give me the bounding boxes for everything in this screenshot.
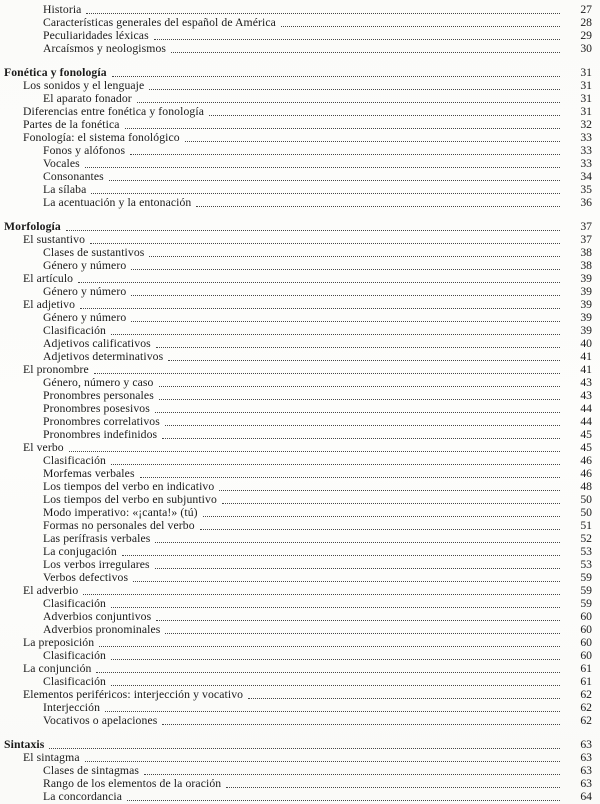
toc-entry — [0, 506, 592, 519]
toc-entry-page: 45 — [580, 441, 592, 454]
toc-entry — [0, 389, 592, 402]
dot-leader — [94, 373, 560, 374]
toc-group-morfologia — [0, 220, 592, 727]
toc-entry — [0, 105, 592, 118]
toc-entry-label: Clases de sintagmas — [43, 764, 140, 777]
toc-entry-label: Partes de la fonética — [23, 118, 120, 131]
toc-entry — [0, 157, 592, 170]
toc-entry-page: 64 — [580, 790, 592, 803]
toc-entry-page: 52 — [580, 532, 592, 545]
toc-entry-page: 44 — [580, 402, 592, 415]
toc-entry-page: 37 — [580, 220, 592, 233]
dot-leader — [165, 633, 560, 634]
toc-entry-label: Género y número — [43, 311, 127, 324]
dot-leader — [222, 503, 560, 504]
dot-leader — [125, 128, 560, 129]
dot-leader — [78, 282, 560, 283]
dot-leader — [131, 269, 560, 270]
dot-leader — [171, 52, 560, 53]
toc-entry — [0, 415, 592, 428]
toc-entry-label: Historia — [43, 3, 82, 16]
dot-leader — [149, 89, 560, 90]
toc-entry-label: Morfología — [4, 220, 61, 233]
toc-entry — [0, 298, 592, 311]
toc-entry — [0, 285, 592, 298]
toc-entry-label: Clases de sustantivos — [43, 246, 145, 259]
dot-leader — [80, 308, 560, 309]
toc-entry — [0, 29, 592, 42]
toc-entry-page: 62 — [580, 701, 592, 714]
toc-entry-label: La conjunción — [23, 662, 92, 675]
toc-entry-page: 62 — [580, 688, 592, 701]
toc-entry-page: 29 — [580, 29, 592, 42]
toc-entry — [0, 454, 592, 467]
dot-leader — [96, 672, 560, 673]
toc-entry-page: 43 — [580, 389, 592, 402]
toc-entry-page: 59 — [580, 571, 592, 584]
dot-leader — [165, 425, 560, 426]
toc-entry-label: Diferencias entre fonética y fonología — [23, 105, 204, 118]
toc-entry-label: El sustantivo — [23, 233, 86, 246]
dot-leader — [49, 748, 560, 749]
dot-leader — [90, 243, 560, 244]
toc-entry-label: Clasificación — [43, 454, 106, 467]
toc-entry-page: 60 — [580, 649, 592, 662]
dot-leader — [85, 167, 560, 168]
toc-entry — [0, 183, 592, 196]
toc-entry — [0, 610, 592, 623]
toc-entry — [0, 738, 592, 751]
toc-entry-label: Los verbos irregulares — [43, 558, 150, 571]
dot-leader — [131, 321, 560, 322]
dot-leader — [111, 659, 560, 660]
toc-entry-page: 61 — [580, 662, 592, 675]
toc-entry-label: Vocales — [43, 157, 80, 170]
dot-leader — [109, 180, 560, 181]
toc-entry — [0, 597, 592, 610]
toc-entry-page: 44 — [580, 415, 592, 428]
toc-entry-page: 35 — [580, 183, 592, 196]
toc-entry-label: Arcaísmos y neologismos — [43, 42, 167, 55]
toc-entry-label: Clasificación — [43, 324, 106, 337]
toc-entry-page: 30 — [580, 42, 592, 55]
toc-entry — [0, 493, 592, 506]
toc-entry-page: 63 — [580, 777, 592, 790]
toc-entry — [0, 259, 592, 272]
toc-entry-label: Pronombres personales — [43, 389, 154, 402]
toc-entry-label: Pronombres indefinidos — [43, 428, 158, 441]
toc-entry — [0, 92, 592, 105]
dot-leader — [155, 412, 560, 413]
toc-entry — [0, 196, 592, 209]
toc-entry — [0, 777, 592, 790]
toc-entry — [0, 402, 592, 415]
toc-entry — [0, 144, 592, 157]
toc-entry-page: 33 — [580, 157, 592, 170]
toc-entry — [0, 688, 592, 701]
dot-leader — [131, 295, 560, 296]
toc-entry — [0, 790, 592, 803]
dot-leader — [154, 39, 560, 40]
dot-leader — [185, 141, 560, 142]
toc-entry — [0, 131, 592, 144]
dot-leader — [111, 334, 560, 335]
dot-leader — [66, 230, 560, 231]
dot-leader — [209, 115, 560, 116]
toc-entry-page: 37 — [580, 233, 592, 246]
toc-entry-label: Peculiaridades léxicas — [43, 29, 149, 42]
dot-leader — [281, 26, 560, 27]
toc-entry — [0, 751, 592, 764]
toc-entry-label: Consonantes — [43, 170, 104, 183]
toc-entry-label: Sintaxis — [4, 738, 45, 751]
toc-entry-page: 48 — [580, 480, 592, 493]
dot-leader — [137, 102, 560, 103]
toc-entry-label: Los sonidos y el lenguaje — [23, 79, 145, 92]
toc-entry — [0, 701, 592, 714]
toc-entry-label: Pronombres posesivos — [43, 402, 150, 415]
toc-entry-page: 31 — [580, 92, 592, 105]
toc-entry-label: El verbo — [23, 441, 64, 454]
toc-entry-label: Fonética y fonología — [4, 66, 107, 79]
toc-entry-label: Género y número — [43, 259, 127, 272]
toc-entry-page: 45 — [580, 428, 592, 441]
toc-entry — [0, 545, 592, 558]
toc-group-previous-section-tail — [0, 3, 592, 55]
toc-entry-page: 60 — [580, 636, 592, 649]
toc-entry — [0, 42, 592, 55]
dot-leader — [162, 438, 560, 439]
toc-entry — [0, 480, 592, 493]
toc-entry-page: 51 — [580, 519, 592, 532]
dot-leader — [127, 800, 560, 801]
toc-entry-label: Fonos y alófonos — [43, 144, 126, 157]
toc-entry-label: El adjetivo — [23, 298, 76, 311]
toc-entry-label: Morfemas verbales — [43, 467, 135, 480]
toc-entry — [0, 428, 592, 441]
toc-entry-page: 39 — [580, 272, 592, 285]
toc-entry-label: La preposición — [23, 636, 95, 649]
toc-entry — [0, 675, 592, 688]
toc-entry-label: Adverbios pronominales — [43, 623, 161, 636]
toc-entry-page: 41 — [580, 350, 592, 363]
toc-entry-label: El aparato fonador — [43, 92, 132, 105]
toc-entry — [0, 532, 592, 545]
toc-entry-label: Los tiempos del verbo en indicativo — [43, 480, 215, 493]
toc-entry-page: 60 — [580, 623, 592, 636]
toc-entry — [0, 220, 592, 233]
dot-leader — [203, 516, 560, 517]
dot-leader — [219, 490, 560, 491]
toc-entry — [0, 337, 592, 350]
toc-entry-page: 63 — [580, 764, 592, 777]
toc-entry-page: 39 — [580, 298, 592, 311]
toc-entry-label: Género, número y caso — [43, 376, 154, 389]
toc-entry-page: 39 — [580, 285, 592, 298]
toc-entry-page: 38 — [580, 246, 592, 259]
dot-leader — [130, 154, 560, 155]
toc-entry — [0, 467, 592, 480]
toc-entry — [0, 272, 592, 285]
toc-entry-label: Las perífrasis verbales — [43, 532, 151, 545]
toc-entry-page: 63 — [580, 738, 592, 751]
dot-leader — [105, 711, 560, 712]
toc-entry — [0, 558, 592, 571]
toc-entry-page: 33 — [580, 131, 592, 144]
dot-leader — [91, 193, 560, 194]
dot-leader — [156, 620, 560, 621]
toc-entry — [0, 16, 592, 29]
dot-leader — [159, 399, 560, 400]
dot-leader — [226, 787, 560, 788]
dot-leader — [168, 360, 560, 361]
toc-entry-label: Los tiempos del verbo en subjuntivo — [43, 493, 217, 506]
toc-entry-label: Adjetivos calificativos — [43, 337, 151, 350]
toc-entry-label: Modo imperativo: «¡canta!» (tú) — [43, 506, 198, 519]
toc-entry-label: El artículo — [23, 272, 74, 285]
toc-entry-label: Pronombres correlativos — [43, 415, 160, 428]
dot-leader — [99, 646, 560, 647]
dot-leader — [69, 451, 560, 452]
toc-entry-page: 50 — [580, 493, 592, 506]
toc-entry-page: 63 — [580, 751, 592, 764]
toc-entry — [0, 649, 592, 662]
table-of-contents — [0, 3, 592, 803]
toc-entry-label: Clasificación — [43, 675, 106, 688]
toc-entry — [0, 662, 592, 675]
toc-entry — [0, 3, 592, 16]
toc-entry-page: 40 — [580, 337, 592, 350]
toc-entry-page: 50 — [580, 506, 592, 519]
toc-entry-label: El sintagma — [23, 751, 80, 764]
toc-entry-page: 34 — [580, 170, 592, 183]
toc-entry — [0, 363, 592, 376]
toc-entry-label: Clasificación — [43, 649, 106, 662]
toc-entry — [0, 441, 592, 454]
toc-entry — [0, 571, 592, 584]
dot-leader — [248, 698, 560, 699]
toc-entry-label: La acentuación y la entonación — [43, 196, 192, 209]
toc-entry-page: 61 — [580, 675, 592, 688]
dot-leader — [111, 607, 560, 608]
toc-entry-label: Vocativos o apelaciones — [43, 714, 158, 727]
toc-entry — [0, 79, 592, 92]
dot-leader — [111, 685, 560, 686]
toc-entry-page: 60 — [580, 610, 592, 623]
toc-entry-page: 59 — [580, 597, 592, 610]
dot-leader — [111, 464, 560, 465]
toc-entry-label: Verbos defectivos — [43, 571, 129, 584]
dot-leader — [156, 347, 560, 348]
toc-entry-label: Formas no personales del verbo — [43, 519, 195, 532]
toc-entry-page: 33 — [580, 144, 592, 157]
dot-leader — [133, 581, 560, 582]
toc-entry-page: 32 — [580, 118, 592, 131]
dot-leader — [155, 542, 560, 543]
toc-entry-label: Fonología: el sistema fonológico — [23, 131, 180, 144]
toc-entry-page: 62 — [580, 714, 592, 727]
toc-entry-label: Adjetivos determinativos — [43, 350, 164, 363]
toc-entry — [0, 764, 592, 777]
toc-entry — [0, 623, 592, 636]
dot-leader — [144, 774, 560, 775]
toc-entry-label: El adverbio — [23, 584, 79, 597]
toc-entry — [0, 714, 592, 727]
dot-leader — [159, 386, 561, 387]
toc-entry — [0, 66, 592, 79]
toc-entry-page: 36 — [580, 196, 592, 209]
toc-entry — [0, 376, 592, 389]
toc-entry-page: 39 — [580, 311, 592, 324]
toc-entry-page: 43 — [580, 376, 592, 389]
toc-entry-label: Interjección — [43, 701, 101, 714]
toc-entry — [0, 584, 592, 597]
toc-entry-label: Clasificación — [43, 597, 106, 610]
toc-entry-page: 31 — [580, 105, 592, 118]
toc-entry-label: La concordancia — [43, 790, 123, 803]
dot-leader — [140, 477, 560, 478]
toc-entry-label: Características generales del español de América — [43, 16, 276, 29]
toc-entry-label: El pronombre — [23, 363, 89, 376]
toc-group-sintaxis — [0, 738, 592, 803]
toc-entry-page: 27 — [580, 3, 592, 16]
toc-entry-page: 53 — [580, 558, 592, 571]
toc-entry-page: 46 — [580, 454, 592, 467]
dot-leader — [162, 724, 560, 725]
toc-entry-label: Elementos periféricos: interjección y vocativo — [23, 688, 244, 701]
dot-leader — [112, 76, 560, 77]
dot-leader — [83, 594, 560, 595]
toc-entry — [0, 233, 592, 246]
dot-leader — [122, 555, 560, 556]
toc-entry — [0, 519, 592, 532]
toc-entry-page: 41 — [580, 363, 592, 376]
toc-entry-page: 53 — [580, 545, 592, 558]
toc-entry-page: 46 — [580, 467, 592, 480]
toc-entry-label: Género y número — [43, 285, 127, 298]
dot-leader — [149, 256, 560, 257]
toc-entry-page: 31 — [580, 66, 592, 79]
toc-entry-page: 28 — [580, 16, 592, 29]
toc-entry-page: 31 — [580, 79, 592, 92]
dot-leader — [86, 13, 560, 14]
toc-entry — [0, 170, 592, 183]
toc-entry — [0, 324, 592, 337]
toc-entry-label: La conjugación — [43, 545, 117, 558]
toc-entry — [0, 311, 592, 324]
toc-entry-page: 39 — [580, 324, 592, 337]
toc-entry — [0, 118, 592, 131]
dot-leader — [85, 761, 560, 762]
toc-entry — [0, 636, 592, 649]
toc-group-fonetica-y-fonologia — [0, 66, 592, 209]
toc-entry-page: 38 — [580, 259, 592, 272]
toc-entry-label: Adverbios conjuntivos — [43, 610, 152, 623]
dot-leader — [200, 529, 560, 530]
toc-entry-label: La sílaba — [43, 183, 87, 196]
dot-leader — [196, 206, 560, 207]
toc-entry-page: 59 — [580, 584, 592, 597]
dot-leader — [155, 568, 560, 569]
toc-entry — [0, 350, 592, 363]
toc-entry — [0, 246, 592, 259]
toc-entry-label: Rango de los elementos de la oración — [43, 777, 222, 790]
